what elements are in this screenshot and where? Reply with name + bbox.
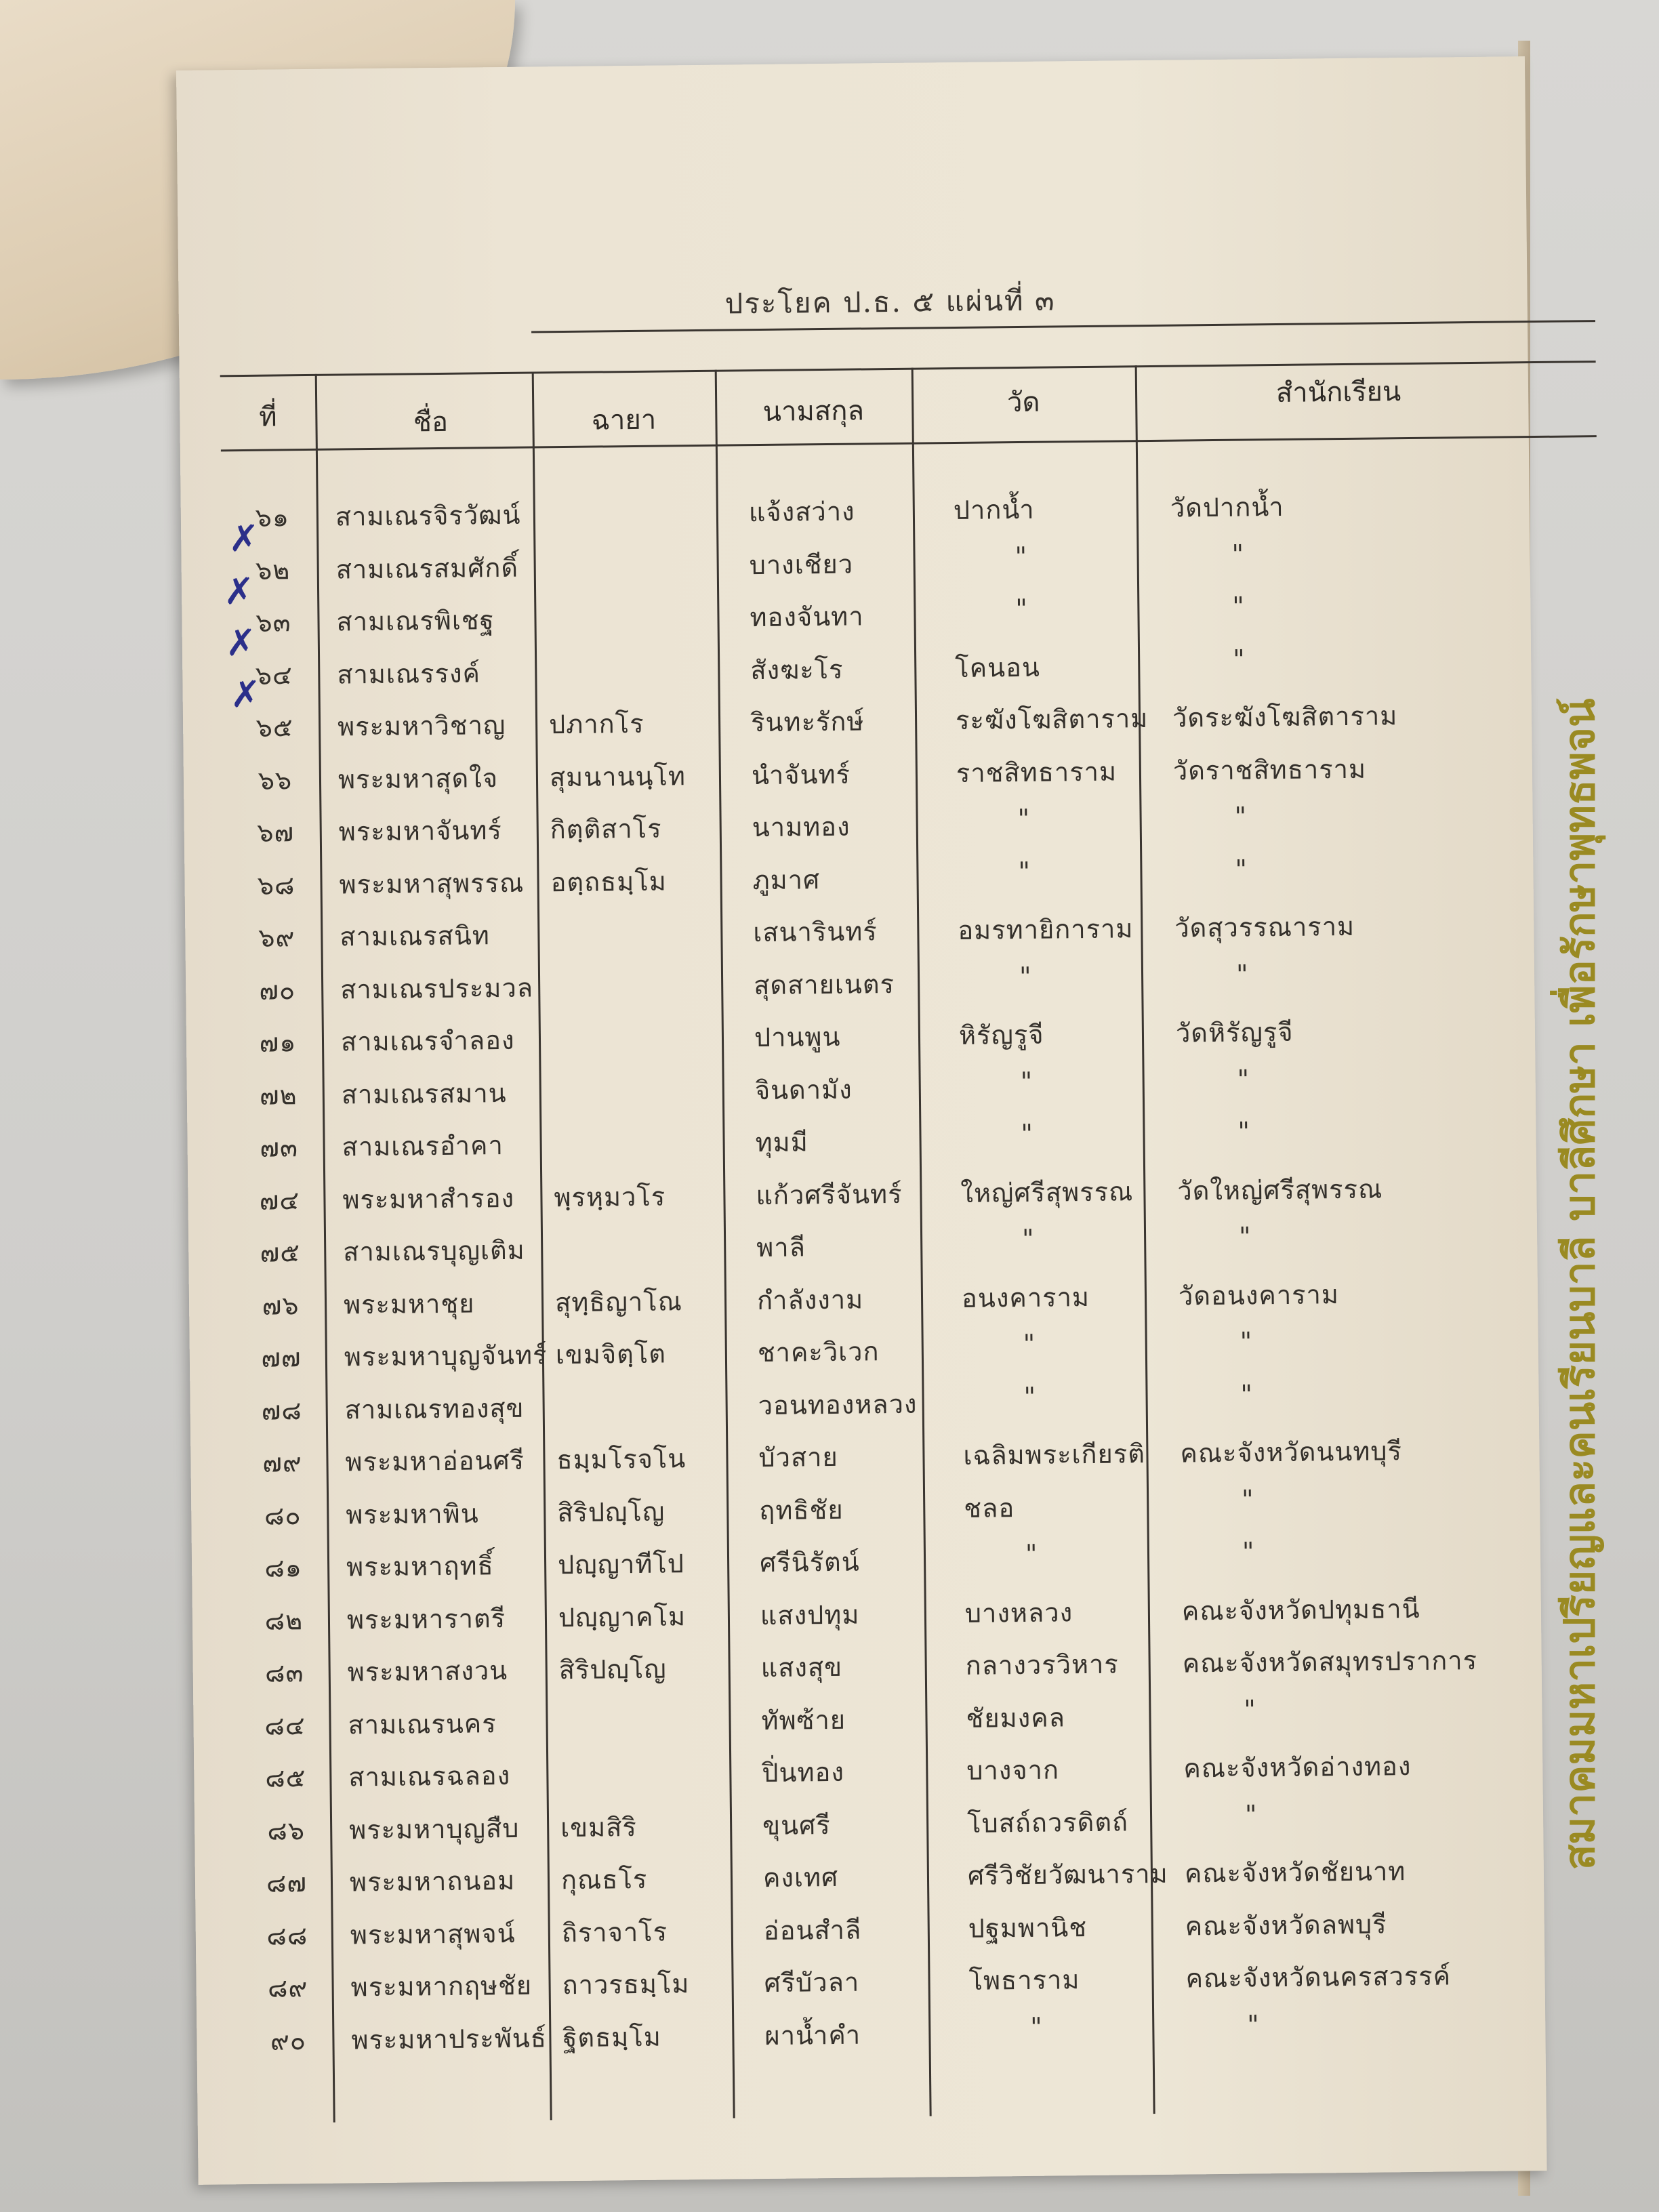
row-number: ๘๙ — [267, 1973, 308, 2003]
row-chaya: ปญฺญาทีโป — [557, 1549, 685, 1580]
row-school: " — [1234, 801, 1248, 832]
row-wat: " — [1030, 2011, 1044, 2042]
row-wat: " — [1020, 1066, 1033, 1097]
row-school: คณะจังหวัดลพบุรี — [1185, 1908, 1387, 1942]
row-name: พระมหาอ่อนศรี — [345, 1445, 525, 1477]
row-surname: ทุมมี — [755, 1127, 808, 1158]
row-name: พระมหาบุญสืบ — [348, 1813, 520, 1845]
row-number: ๖๖ — [258, 764, 293, 796]
header-wat: วัด — [1006, 386, 1040, 419]
row-surname: แจ้งสว่าง — [748, 496, 855, 528]
row-surname: ฤทธิชัย — [759, 1494, 844, 1525]
pen-check-mark: ✗ — [230, 672, 262, 716]
row-chaya: สุมนานนฺโท — [549, 760, 687, 792]
pen-check-mark: ✗ — [228, 516, 260, 560]
row-chaya: พฺรหฺมวโร — [554, 1181, 666, 1212]
row-name: สามเณรสมาน — [341, 1078, 507, 1110]
row-number: ๗๒ — [259, 1080, 298, 1111]
row-number: ๙๐ — [270, 2025, 307, 2056]
row-surname: พาลี — [756, 1232, 806, 1263]
row-number: ๘๗ — [266, 1868, 308, 1898]
row-school: " — [1242, 1536, 1255, 1567]
row-name: สามเณรอำคา — [342, 1130, 504, 1162]
row-name: สามเณรประมวล — [340, 972, 534, 1005]
row-number: ๘๓ — [264, 1658, 304, 1688]
row-number: ๖๘ — [257, 869, 295, 901]
row-number: ๗๓ — [260, 1132, 299, 1163]
row-wat: ชลอ — [964, 1492, 1015, 1523]
row-name: พระมหาฤทธิ์ — [346, 1551, 494, 1582]
row-school: วัดสุวรรณาราม — [1174, 911, 1355, 943]
row-surname: บางเชียว — [749, 549, 854, 580]
pen-check-mark: ✗ — [223, 569, 255, 613]
row-number: ๗๙ — [262, 1448, 302, 1478]
row-wat: " — [1019, 961, 1032, 991]
row-surname: กำลังงาม — [756, 1284, 864, 1315]
row-name: พระมหาวิชาญ — [337, 710, 506, 742]
row-chaya: ธมฺมโรจโน — [556, 1443, 687, 1475]
row-wat: โพธาราม — [968, 1965, 1080, 1996]
row-surname: ปิ่นทอง — [762, 1757, 845, 1788]
row-chaya: กุณธโร — [560, 1864, 648, 1896]
row-name: สามเณรพิเชฐ — [336, 605, 495, 637]
row-chaya: ปญฺญาคโม — [558, 1601, 687, 1633]
row-number: ๖๕ — [255, 712, 293, 743]
row-wat: ปากน้ำ — [953, 494, 1035, 526]
row-chaya: สิริปญฺโญ — [557, 1496, 665, 1528]
row-name: พระมหาสุพรรณ — [339, 867, 525, 900]
row-school: วัดหิรัญรูจี — [1175, 1017, 1294, 1048]
row-chaya: ถิราจาโร — [561, 1917, 668, 1948]
row-surname: นามทอง — [752, 811, 851, 843]
row-surname: ศรีนิรัตน์ — [759, 1547, 860, 1578]
document-sheet — [176, 56, 1547, 2185]
row-wat: ระฆังโฆสิตาราม — [955, 703, 1149, 736]
row-wat: อมรทายิการาม — [958, 914, 1134, 945]
row-school: คณะจังหวัดนครสวรรค์ — [1185, 1961, 1452, 1994]
row-wat: " — [1015, 593, 1029, 624]
row-wat: เฉลิมพระเกียรติ — [963, 1439, 1146, 1471]
row-name: สามเณรสนิท — [340, 920, 491, 952]
row-number: ๖๒ — [255, 554, 291, 586]
row-number: ๗๕ — [260, 1237, 301, 1268]
row-surname: ทัพซ้าย — [761, 1704, 846, 1736]
row-wat: " — [1021, 1118, 1034, 1149]
row-surname: วอนทองหลวง — [758, 1389, 918, 1420]
row-number: ๗๑ — [259, 1027, 297, 1058]
row-chaya: อตฺถธมฺโม — [550, 865, 668, 897]
row-school: คณะจังหวัดปทุมธานี — [1181, 1593, 1420, 1626]
row-name: พระมหาพิน — [346, 1498, 479, 1530]
row-number: ๘๔ — [264, 1710, 306, 1741]
header-chaya: ฉายา — [591, 404, 657, 436]
row-school: วัดปากน้ำ — [1170, 491, 1284, 523]
sheet-title: ประโยค ป.ธ. ๕ แผ่นที่ ๓ — [724, 283, 1056, 321]
row-chaya: เขมสิริ — [560, 1811, 638, 1843]
row-number: ๗๔ — [259, 1185, 300, 1216]
row-surname: สุดสายเนตร — [753, 968, 895, 1000]
row-number: ๖๔ — [255, 659, 293, 691]
row-school: " — [1240, 1326, 1253, 1357]
watermark-text: สมาคมมหาเปรียญและคนเรียนบาลี บาลีศึกษา เพื่อรักษาพุทธพจน์ — [1555, 698, 1604, 1870]
row-wat: บางหลวง — [964, 1597, 1073, 1629]
row-chaya: ปภากโร — [548, 708, 644, 740]
row-school: " — [1235, 959, 1249, 989]
row-name: พระมหาถนอม — [349, 1865, 516, 1898]
row-wat: ปฐมพานิช — [968, 1912, 1088, 1944]
header-school: สำนักเรียน — [1275, 376, 1401, 409]
header-name: ชื่อ — [413, 406, 449, 438]
row-number: ๗๘ — [261, 1395, 302, 1426]
row-school: " — [1244, 1694, 1257, 1725]
row-surname: ปานพูน — [754, 1021, 841, 1053]
row-number: ๘๕ — [265, 1763, 306, 1793]
row-name: พระมหาประพันธ์ — [351, 2022, 548, 2055]
row-number: ๖๓ — [255, 607, 291, 638]
row-name: สามเณรทองสุข — [344, 1393, 525, 1425]
watermark-banner — [1549, 454, 1610, 2114]
row-wat: ชัยมงคล — [966, 1702, 1066, 1734]
row-name: สามเณรรงค์ — [337, 657, 481, 690]
row-number: ๖๙ — [258, 922, 295, 953]
row-chaya: เขมจิตฺโต — [555, 1338, 667, 1370]
pen-check-mark: ✗ — [225, 621, 257, 665]
row-surname: ขุนศรี — [762, 1809, 831, 1841]
row-name: สามเณรบุญเติม — [343, 1235, 525, 1267]
row-school: " — [1235, 854, 1248, 884]
row-school: วัดอนงคาราม — [1178, 1279, 1340, 1311]
row-school: " — [1240, 1378, 1254, 1410]
row-chaya: ฐิตธมฺโม — [562, 2022, 662, 2053]
row-surname: แก้วศรีจันทร์ — [756, 1179, 903, 1210]
row-surname: ภูมาศ — [752, 864, 821, 895]
row-surname: คงเทศ — [762, 1862, 839, 1893]
row-wat: หิรัญรูจี — [958, 1019, 1044, 1050]
header-surname: นามสกุล — [762, 395, 865, 428]
row-surname: ชาคะวิเวก — [757, 1336, 880, 1368]
row-school: คณะจังหวัดนนทบุรี — [1180, 1436, 1403, 1469]
row-school: " — [1231, 539, 1245, 569]
row-school: คณะจังหวัดอ่างทอง — [1183, 1751, 1412, 1784]
row-school: " — [1238, 1221, 1252, 1252]
row-wat: โคนอน — [955, 652, 1041, 683]
row-chaya: ถาวรธมฺโม — [562, 1969, 690, 2001]
row-surname: ทองจันทา — [750, 601, 864, 633]
row-surname: จินดามัง — [754, 1074, 853, 1105]
row-number: ๘๘ — [266, 1920, 308, 1951]
row-wat: " — [1017, 803, 1031, 834]
row-name: พระมหาจันทร์ — [338, 815, 503, 847]
row-surname: แสงปทุม — [760, 1599, 860, 1631]
row-wat: บางจาก — [966, 1755, 1060, 1786]
row-number: ๘๖ — [267, 1815, 306, 1846]
row-school: " — [1232, 644, 1246, 674]
row-name: สามเณรสมศักดิ์ — [335, 552, 519, 585]
row-school: คณะจังหวัดชัยนาท — [1184, 1856, 1406, 1889]
row-number: ๗๖ — [262, 1290, 300, 1321]
row-name: สามเณรฉลอง — [348, 1760, 511, 1793]
row-chaya: สุทฺธิญาโณ — [554, 1286, 683, 1317]
row-number: ๖๗ — [257, 817, 295, 848]
row-name: พระมหาบุญจันทร์ — [344, 1340, 548, 1372]
row-school: วัดราชสิทธาราม — [1172, 754, 1367, 786]
row-name: พระมหาชุย — [343, 1288, 475, 1320]
row-number: ๘๑ — [264, 1553, 303, 1583]
row-name: พระมหากฤษชัย — [350, 1970, 533, 2003]
row-chaya: สิริปญฺโญ — [558, 1654, 667, 1685]
row-number: ๗๐ — [259, 975, 296, 1006]
row-name: พระมหาราตรี — [346, 1603, 506, 1635]
row-chaya: กิตฺติสาโร — [550, 813, 662, 845]
row-surname: นำจันทร์ — [751, 759, 851, 790]
row-school: " — [1237, 1116, 1251, 1147]
row-school: " — [1241, 1483, 1254, 1515]
row-school: วัดระฆังโฆสิตาราม — [1172, 701, 1398, 733]
row-wat: " — [1015, 541, 1028, 571]
row-wat: โบสถ์ถวรดิตถ์ — [966, 1806, 1129, 1839]
row-school: " — [1247, 2009, 1260, 2040]
row-number: ๗๗ — [261, 1343, 302, 1373]
row-name: พระมหาสุดใจ — [337, 762, 499, 795]
row-wat: กลางวรวิหาร — [965, 1649, 1120, 1681]
row-surname: ศรีบัวลา — [764, 1967, 860, 1999]
row-school: " — [1237, 1063, 1250, 1094]
row-surname: บัวสาย — [758, 1441, 838, 1473]
row-surname: แสงสุข — [760, 1652, 843, 1683]
row-number: ๖๑ — [255, 502, 290, 533]
row-number: ๘๒ — [264, 1605, 304, 1636]
header-no: ที่ — [258, 401, 277, 433]
row-school: วัดใหญ่ศรีสุพรรณ — [1177, 1173, 1383, 1206]
row-school: " — [1232, 591, 1246, 621]
row-wat: ศรีวิชัยวัฒนาราม — [967, 1858, 1168, 1891]
row-wat: ใหญ่ศรีสุพรรณ — [960, 1176, 1134, 1208]
row-surname: สังฆะโร — [750, 654, 844, 685]
row-wat: อนงคาราม — [961, 1282, 1090, 1313]
row-number: ๘๐ — [264, 1500, 302, 1531]
row-wat: " — [1023, 1381, 1037, 1412]
row-name: พระมหาสำรอง — [342, 1183, 515, 1215]
row-school: คณะจังหวัดสมุทรปราการ — [1182, 1645, 1478, 1679]
row-wat: " — [1023, 1328, 1036, 1359]
row-surname: รินทะรักษ์ — [750, 706, 865, 738]
row-wat: " — [1021, 1223, 1035, 1254]
row-name: สามเณรจำลอง — [340, 1025, 515, 1057]
row-surname: ผาน้ำคำ — [764, 2020, 861, 2051]
row-school: " — [1244, 1799, 1258, 1830]
row-name: พระมหาสงวน — [347, 1656, 508, 1687]
row-name: สามเณรจิรวัฒน์ — [335, 499, 521, 532]
row-surname: อ่อนสำลี — [763, 1914, 862, 1946]
row-name: สามเณรนคร — [348, 1708, 497, 1740]
row-wat: " — [1018, 856, 1031, 886]
row-name: พระมหาสุพจน์ — [350, 1918, 516, 1950]
row-wat: " — [1025, 1538, 1038, 1569]
row-wat: ราชสิทธาราม — [956, 756, 1118, 788]
row-surname: เสนารินทร์ — [753, 916, 878, 948]
